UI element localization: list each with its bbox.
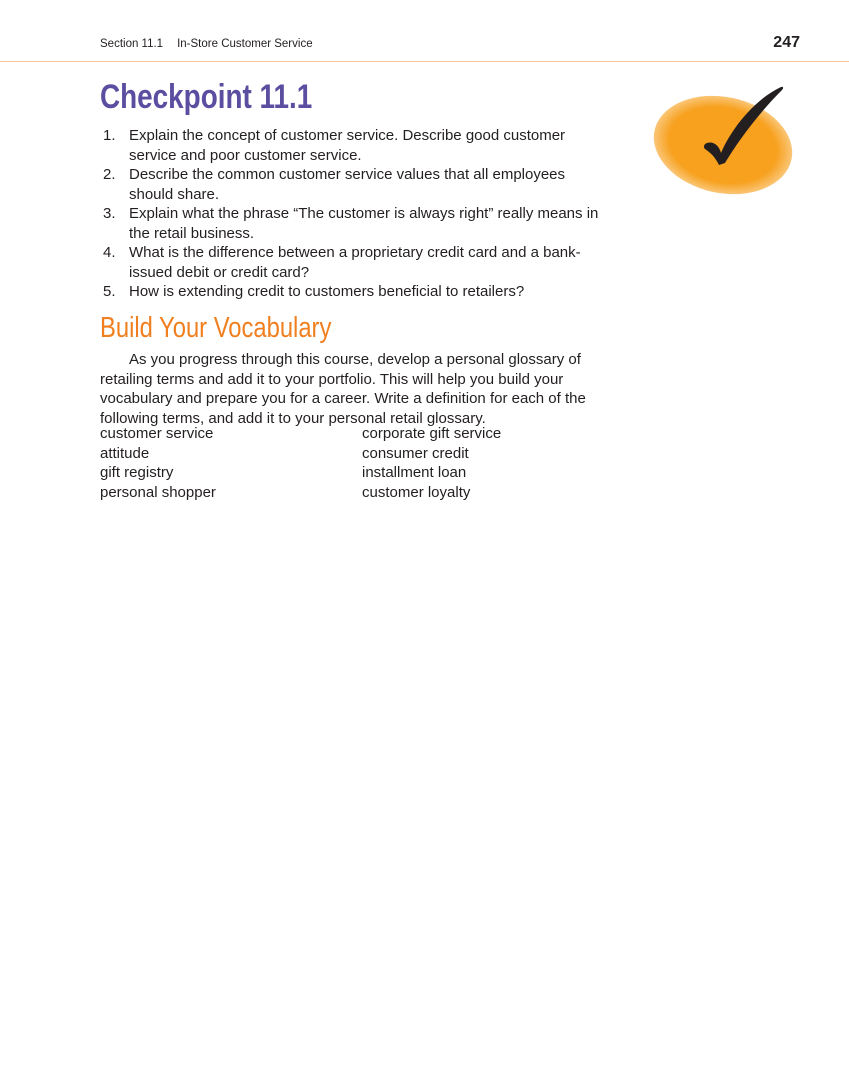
checkpoint-title: Checkpoint 11.1 bbox=[100, 78, 313, 116]
question-text: How is extending credit to customers beneficial to retailers? bbox=[129, 283, 525, 300]
question-text: Describe the common customer service values that all employees should share. bbox=[129, 166, 566, 203]
vocab-term: consumer credit bbox=[362, 444, 469, 462]
vocab-term: installment loan bbox=[362, 464, 467, 481]
question-number: 2. bbox=[103, 166, 116, 183]
question-number: 3. bbox=[103, 205, 116, 222]
vocabulary-terms bbox=[100, 424, 620, 502]
vocab-term: personal shopper bbox=[100, 483, 216, 501]
question-text: Explain what the phrase “The customer is always right” really means in the retail business. bbox=[129, 205, 599, 242]
vocab-term: corporate gift service bbox=[362, 425, 502, 442]
vocab-term: gift registry bbox=[100, 464, 174, 481]
vocab-term: customer service bbox=[100, 425, 214, 442]
vocabulary-paragraph: As you progress through this course, develop a personal glossary of retailing terms and add it to your portfolio. This will help you build your vocabulary and prepare you for a career. Write a definition for each of the following terms, and add it to your personal retail glossary. bbox=[100, 351, 586, 427]
page-number: 247 bbox=[773, 34, 800, 51]
vocab-term: customer loyalty bbox=[362, 483, 471, 501]
question-text: Explain the concept of customer service. Describe good customer service and poor customer service. bbox=[129, 127, 566, 164]
question-item bbox=[100, 282, 610, 302]
header-rule bbox=[0, 61, 849, 62]
running-header bbox=[100, 38, 327, 50]
checkpoint-questions bbox=[100, 126, 610, 302]
question-item bbox=[100, 165, 610, 204]
question-number: 5. bbox=[103, 283, 116, 300]
question-text: What is the difference between a proprietary credit card and a bank-issued debit or credit card? bbox=[129, 244, 581, 281]
question-item bbox=[100, 126, 610, 165]
checkmark-badge-icon bbox=[645, 85, 805, 205]
question-item bbox=[100, 204, 610, 243]
question-item bbox=[100, 243, 610, 282]
vocab-term: attitude bbox=[100, 444, 150, 462]
checkmark-icon bbox=[645, 85, 805, 205]
question-number: 4. bbox=[103, 244, 116, 261]
section-number: Section 11.1 bbox=[100, 38, 164, 50]
section-title: In-Store Customer Service bbox=[177, 38, 313, 50]
vocabulary-heading: Build Your Vocabulary bbox=[100, 312, 332, 344]
question-number: 1. bbox=[103, 127, 116, 144]
